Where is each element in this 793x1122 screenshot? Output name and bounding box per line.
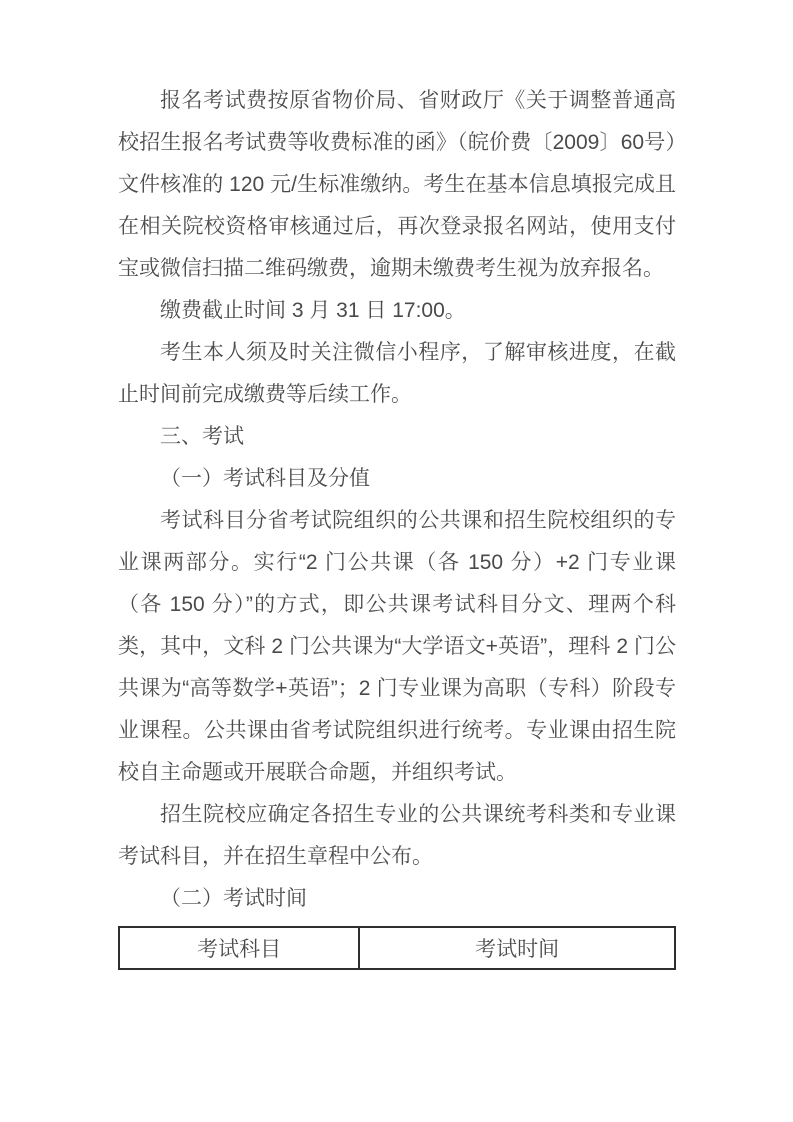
exam-schedule-table <box>118 926 676 970</box>
paragraph-fee-payment: 报名考试费按原省物价局、省财政厅《关于调整普通高校招生报名考试费等收费标准的函》（皖价费〔2009〕60号）文件核准的 120 元/生标准缴纳。考生在基本信息填报完成且在相关院校资格审核通过后，再次登录报名网站，使用支付宝或微信扫描二维码缴费，逾期未缴费考生视为放弃报名。 <box>118 89 676 280</box>
heading-section-3-exam: 三、考试 <box>160 425 244 448</box>
paragraph-exam-subjects: 考试科目分省考试院组织的公共课和招生院校组织的专业课两部分。实行“2 门公共课（各 150 分）+2 门专业课（各 150 分）”的方式，即公共课考试科目分文、理两个科类，其中，文科 2 门公共课为“大学语文+英语”，理科 2 门公共课为“高等数学+英语”；2 门专业课为高职（专科）阶段专业课程。公共课由省考试院组织进行统考。专业课由招生院校自主命题或开展联合命题，并组织考试。 <box>118 509 676 784</box>
table-header-row <box>119 927 675 969</box>
table-header-exam-time: 考试时间 <box>359 927 675 969</box>
heading-section-3-1-subjects-scores: （一）考试科目及分值 <box>160 467 370 490</box>
paragraph-payment-deadline: 缴费截止时间 3 月 31 日 17:00。 <box>160 299 466 322</box>
heading-section-3-2-exam-time: （二）考试时间 <box>160 887 307 910</box>
paragraph-college-announce: 招生院校应确定各招生专业的公共课统考科类和专业课考试科目，并在招生章程中公布。 <box>118 803 676 868</box>
paragraph-wechat-notice: 考生本人须及时关注微信小程序，了解审核进度，在截止时间前完成缴费等后续工作。 <box>118 341 676 406</box>
table-header-exam-subject: 考试科目 <box>119 927 359 969</box>
